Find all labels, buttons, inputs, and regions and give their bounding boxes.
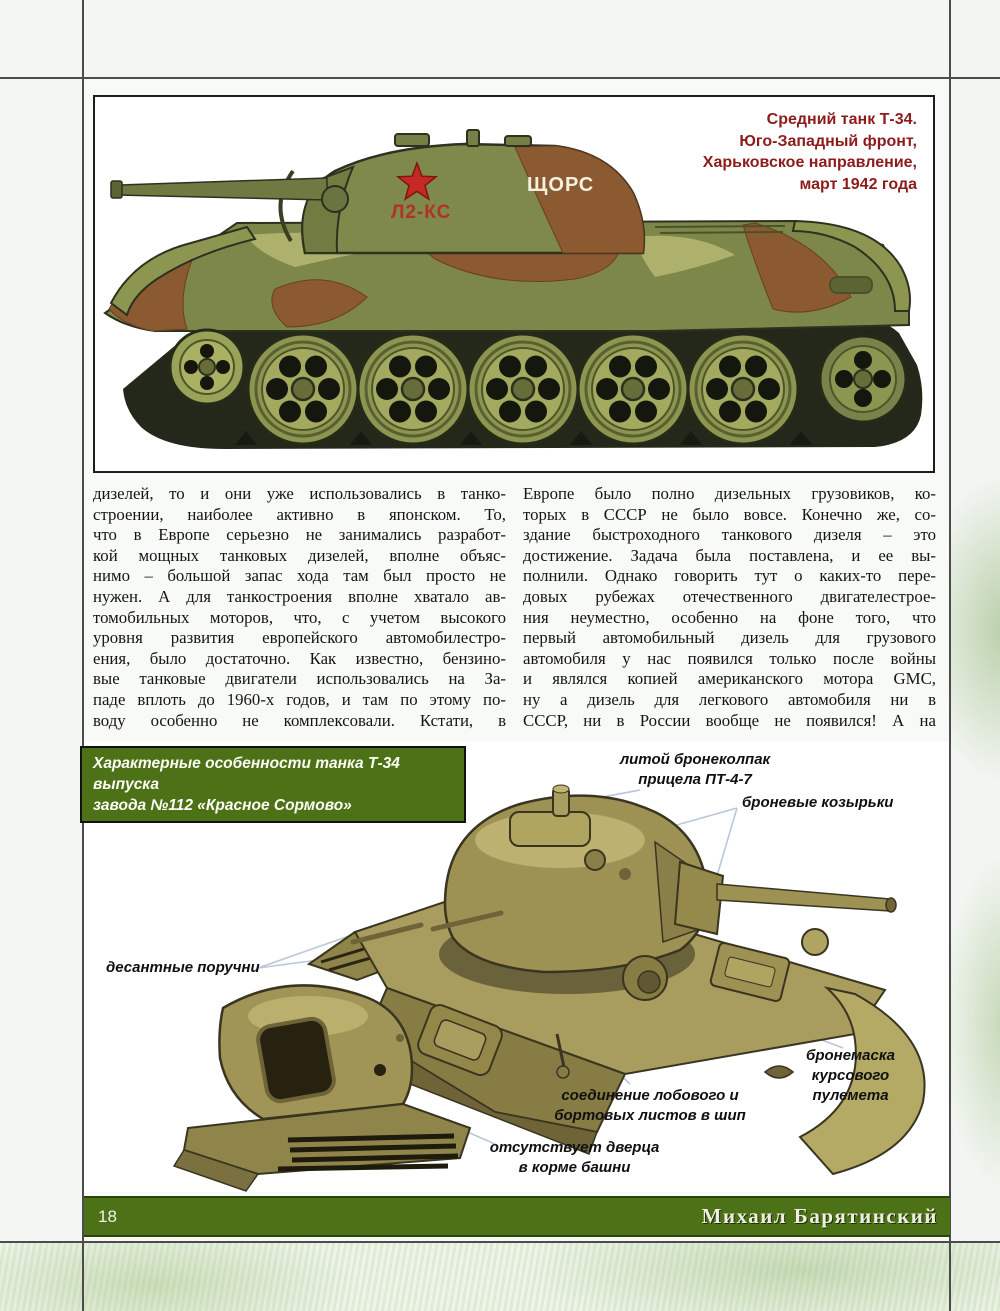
- text-line: первый автомобильный дизель для грузового: [523, 628, 936, 648]
- text-line: нимо – большой запас хода там был просто не: [93, 566, 506, 586]
- callout-no-rear-door: [482, 1138, 667, 1178]
- turret-fitting: [505, 136, 531, 146]
- text-line: здание быстроходного танкового дизеля – это: [523, 525, 936, 545]
- caption-line: Юго-Западный фронт,: [739, 132, 917, 150]
- turret-port: [585, 850, 605, 870]
- text-line: вые танковые двигатели использовались на За-: [93, 669, 506, 689]
- turret-hatch: [395, 134, 429, 146]
- text-line: уровня развития европейского автомобилестро-: [93, 628, 506, 648]
- tank-side-view-illustration: [95, 127, 933, 473]
- text-line: полнили. Однако говорить тут о каких-то пере-: [523, 566, 936, 586]
- text-line: Европе было полно дизельных грузовиков, ко-: [523, 484, 936, 503]
- gun-muzzle: [886, 898, 896, 912]
- caption-line: март 1942 года: [799, 175, 917, 193]
- sight-opening: [256, 1017, 336, 1104]
- figure2-title-line: Характерные особенности танка Т-34 выпуска: [93, 755, 400, 793]
- turret-code-marking: Л2-КС: [391, 202, 452, 223]
- frame-line-bottom: [0, 1241, 1000, 1243]
- gun-barrel: [717, 884, 890, 911]
- callout-plate-joint: [540, 1086, 760, 1126]
- text-line: томобильных моторов, что, с учетом высокого: [93, 607, 506, 627]
- page-number: 18: [98, 1207, 117, 1226]
- footer-bar: [84, 1196, 950, 1237]
- text-line: воду особенно не комплексовали. Кстати, в: [93, 710, 506, 730]
- callout-armored-visors: [742, 793, 942, 813]
- article-column-right: [523, 484, 936, 731]
- text-line: и являлся копией американского мотора GMC,: [523, 669, 936, 689]
- text-line: ну а дизель для легкового автомобиля ни в: [523, 689, 936, 709]
- callout-line-text: броневые козырьки: [742, 794, 894, 811]
- antenna-base: [557, 1066, 569, 1078]
- callout-line-text: курсового: [811, 1067, 890, 1084]
- callout-line-text: отсутствует дверца: [489, 1139, 660, 1156]
- gun-barrel: [119, 178, 327, 200]
- bottom-margin-decor: [0, 1243, 1000, 1311]
- caption-line: Средний танк Т-34.: [766, 111, 917, 128]
- callout-line-text: десантные поручни: [106, 959, 260, 976]
- text-line: достижение. Задача была поставлена, и ее вы-: [523, 545, 936, 565]
- mg-port: [638, 971, 660, 993]
- turret-rivet: [619, 868, 631, 880]
- text-line: торых в СССР не было вовсе. Конечно же, со-: [523, 504, 936, 524]
- author-name: Михаил Барятинский: [701, 1204, 938, 1228]
- article-column-left: [93, 484, 506, 731]
- text-line: автомобиля у нас появился только после войны: [523, 648, 936, 668]
- callout-line-text: бронемаска: [806, 1047, 895, 1064]
- callout-line-text: литой бронеколпак: [619, 751, 771, 768]
- callout-line-text: прицела ПТ-4-7: [638, 771, 752, 788]
- mantlet: [675, 862, 723, 934]
- pistol-port: [374, 1064, 386, 1076]
- gun-muzzle: [111, 181, 122, 198]
- callout-mg-mask: [788, 1046, 913, 1106]
- text-line: нужен. А для танкостроения вполне хватало ав-: [93, 586, 506, 606]
- text-line: довых рубежах отечественного двигателестрое-: [523, 586, 936, 606]
- text-line: что в Европе серьезно не занимались разработ-: [93, 525, 506, 545]
- text-line: строении, наиболее активно в японском. То,: [93, 504, 506, 524]
- text-line: паде вплоть до 1960-х годов, и там по этому по-: [93, 689, 506, 709]
- callout-line-text: пулемета: [812, 1087, 889, 1104]
- callout-line-text: в корме башни: [518, 1159, 631, 1176]
- figure2-title-box: [80, 746, 466, 823]
- callout-sight-cap: [560, 750, 830, 790]
- callout-line-text: бортовых листов в шип: [554, 1107, 746, 1124]
- turret-rear-fragment-illustration: [168, 978, 508, 1193]
- text-line: СССР, ни в России вообще не появился! А на: [523, 710, 936, 730]
- deck-fitting: [802, 929, 828, 955]
- text-line: ния неуместно, особенно на фоне того, что: [523, 607, 936, 627]
- frame-line-top: [0, 77, 1000, 79]
- caption-line: Харьковское направление,: [702, 154, 917, 171]
- callout-handrails: [106, 958, 276, 978]
- trunnion: [322, 186, 348, 212]
- drive-sprocket: [820, 336, 906, 422]
- callout-line-text: соединение лобового и: [561, 1087, 739, 1104]
- text-line: ения, было достаточно. Как известно, бензино-: [93, 648, 506, 668]
- text-line: кой мощных танковых дизелей, вполне объяс-: [93, 545, 506, 565]
- turret-name-marking: ЩОРС: [527, 174, 595, 196]
- road-wheels: [248, 334, 798, 444]
- idler-wheel: [170, 330, 244, 404]
- text-line: дизелей, то и они уже использовались в танко-: [93, 484, 506, 503]
- figure-tank-profile: [93, 95, 935, 473]
- periscope: [467, 130, 479, 146]
- turret-hatch: [510, 812, 590, 846]
- rivet: [396, 1034, 404, 1042]
- figure2-title-line: завода №112 «Красное Сормово»: [93, 797, 352, 814]
